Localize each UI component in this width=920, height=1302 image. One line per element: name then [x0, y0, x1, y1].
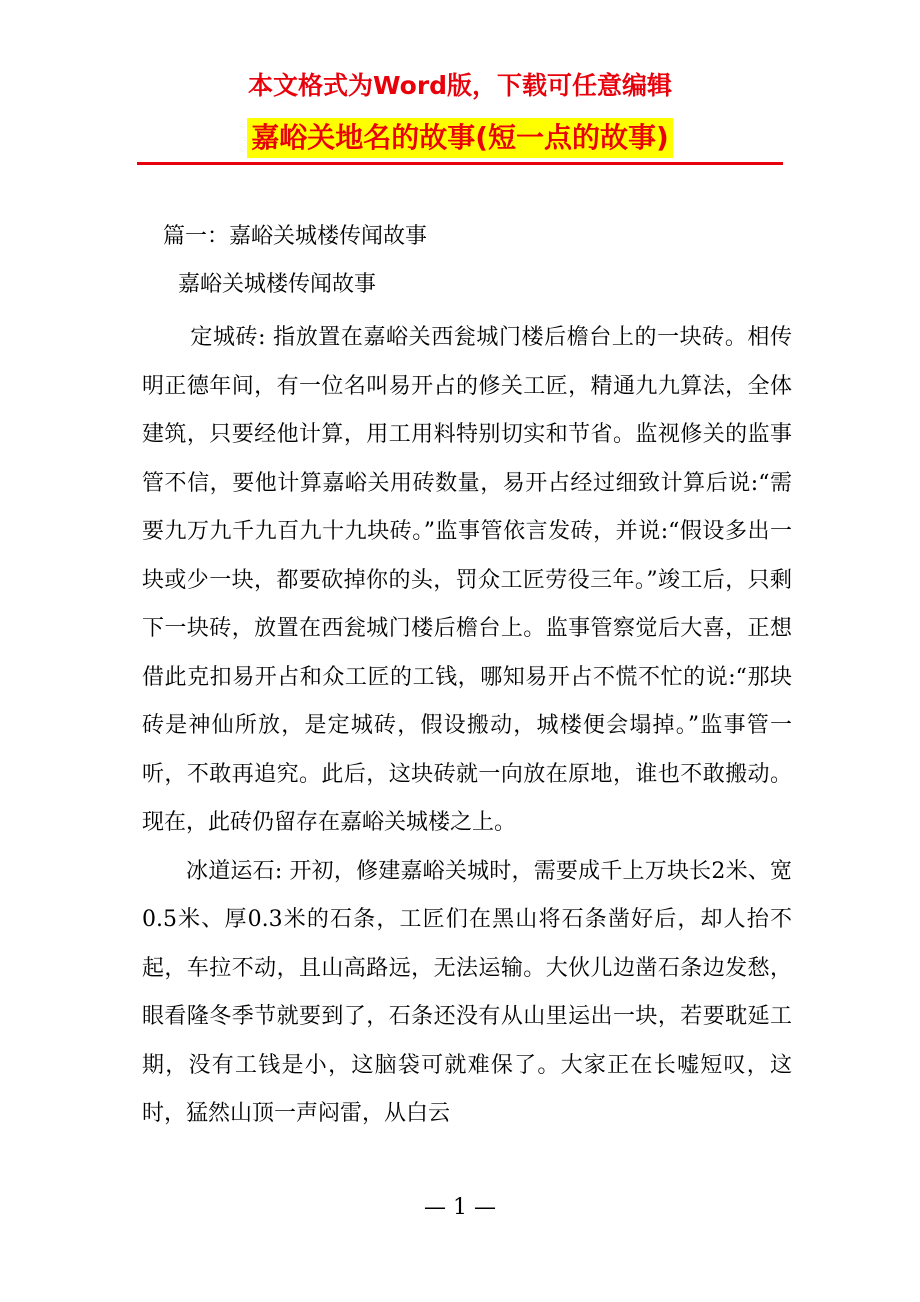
- paragraph: 冰道运石: 开初，修建嘉峪关城时，需要成千上万块长2米、宽0.5米、厚0.3米的石条，工匠们在黑山将石条凿好后，却人抬不起，车拉不动，且山高路远，无法运输。大伙儿边凿石条边发愁，眼看隆冬季节就要到了，石条还没有从山里运出一块，若要耽延工期，没有工钱是小，这脑袋可就难保了。大家正在长嘘短叹，这时，猛然山顶一声闷雷，从白云: [142, 858, 792, 1126]
- document-body: [142, 314, 792, 1139]
- page-number: — 1 —: [424, 1195, 496, 1220]
- format-notice: 本文格式为Word版，下载可任意编辑: [247, 71, 673, 100]
- title-bar: [137, 114, 783, 165]
- document-title: 嘉峪关地名的故事(短一点的故事): [247, 118, 673, 158]
- section-heading: 篇一：嘉峪关城楼传闻故事: [163, 224, 428, 249]
- story-heading: 嘉峪关城楼传闻故事: [178, 272, 377, 297]
- paragraph: 定城砖: 指放置在嘉峪关西瓮城门楼后檐台上的一块砖。相传明正德年间，有一位名叫易开占的修关工匠，精通九九算法，全体建筑，只要经他计算，用工用料特别切实和节省。监视修关的监事管不信，要他计算嘉峪关用砖数量，易开占经过细致计算后说:“需要九万九千九百九十九块砖。”监事管依言发砖，并说:“假设多出一块或少一块，都要砍掉你的头，罚众工匠劳役三年。”竣工后，只剩下一块砖，放置在西瓮城门楼后檐台上。监事管察觉后大喜，正想借此克扣易开占和众工匠的工钱，哪知易开占不慌不忙的说:“那块砖是神仙所放，是定城砖，假设搬动，城楼便会塌掉。”监事管一听，不敢再追究。此后，这块砖就一向放在原地，谁也不敢搬动。现在，此砖仍留存在嘉峪关城楼之上。: [142, 325, 792, 835]
